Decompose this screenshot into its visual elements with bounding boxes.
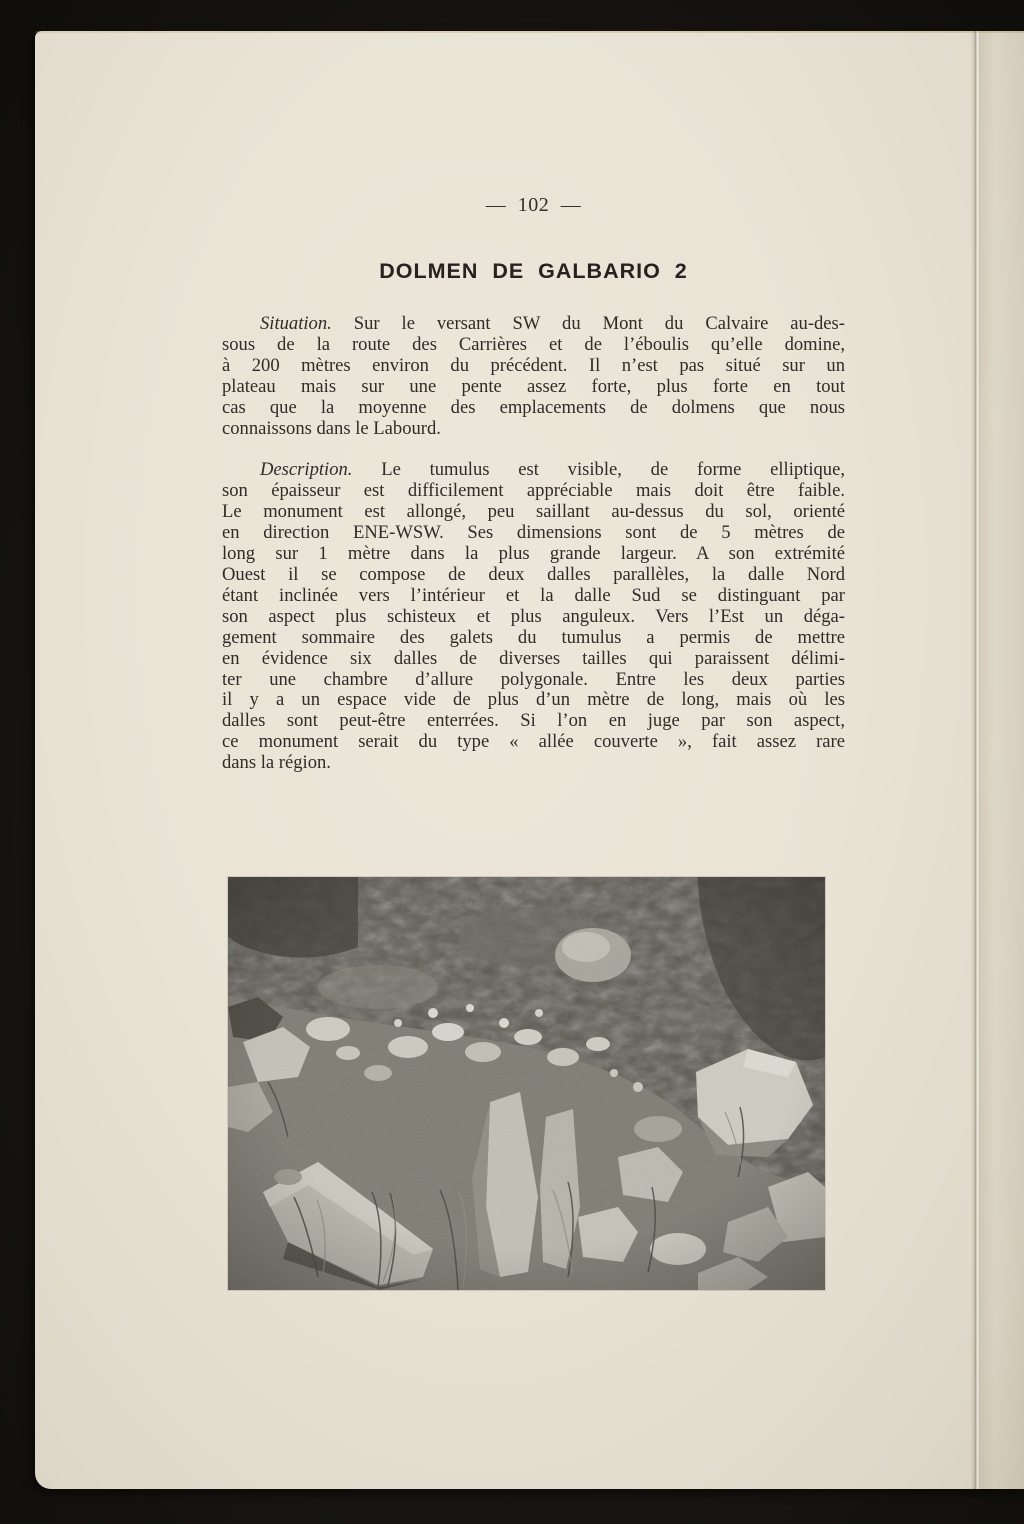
page-number: — 102 — — [485, 194, 582, 216]
text-line: Le monument est allongé, peu saillant au-dessus du sol, orienté — [222, 501, 845, 523]
text-line: dans la région. — [222, 752, 331, 774]
page-content — [222, 31, 845, 1489]
paragraph-lines — [222, 335, 845, 419]
text-line: gement sommaire des galets du tumulus a permis de mettre — [222, 626, 845, 648]
text-line: à 200 mètres environ du précédent. Il n’est pas situé sur un — [222, 354, 845, 376]
page-title: DOLMEN DE GALBARIO 2 — [379, 259, 688, 283]
text-line: Ouest il se compose de deux dalles parallèles, la dalle Nord — [222, 563, 845, 585]
paragraph-lines — [222, 481, 845, 753]
text-line: sous de la route des Carrières et de l’éboulis qu’elle domine, — [222, 333, 845, 355]
situation-label: Situation. — [260, 313, 332, 334]
paragraph-description — [222, 460, 845, 774]
paragraph-situation — [222, 314, 845, 439]
text-line: son épaisseur est difficilement appréciable mais doit être faible. — [222, 480, 845, 502]
text-line: étant inclinée vers l’intérieur et la dalle Sud se distinguant par — [222, 584, 845, 606]
text-line: ter une chambre d’allure polygonale. Entre les deux parties — [222, 668, 845, 690]
text-run: Sur le versant SW du Mont du Calvaire au-des- — [353, 313, 845, 334]
text-line: dalles sont peut-être enterrées. Si l’on en juge par son aspect, — [222, 710, 845, 732]
text-line: son aspect plus schisteux et plus anguleux. Vers l’Est un déga- — [222, 605, 845, 627]
text-line — [222, 314, 845, 335]
text-line: ce monument serait du type « allée couverte », fait assez rare — [222, 731, 845, 753]
dolmen-site-photo — [228, 877, 825, 1290]
description-label: Description. — [260, 459, 353, 481]
page-fold-crease — [971, 31, 980, 1489]
adjacent-page-edge — [979, 31, 1024, 1489]
body-text — [222, 314, 845, 774]
text-line: cas que la moyenne des emplacements de dolmens que nous — [222, 396, 845, 418]
text-line — [222, 460, 845, 481]
book-page — [35, 31, 1024, 1489]
text-line: il y a un espace vide de plus d’un mètre de long, mais où les — [222, 689, 845, 711]
text-line: en évidence six dalles de diverses tailles qui paraissent délimi- — [222, 647, 845, 669]
text-line: connaissons dans le Labourd. — [222, 417, 441, 439]
text-line: long sur 1 mètre dans la plus grande largeur. A son extrémité — [222, 543, 845, 565]
text-line: plateau mais sur une pente assez forte, plus forte en tout — [222, 375, 845, 397]
text-line: en direction ENE-WSW. Ses dimensions sont de 5 mètres de — [222, 522, 845, 544]
text-run: Le tumulus est visible, de forme elliptique, — [381, 459, 845, 481]
dolmen-photo-image — [228, 877, 825, 1290]
